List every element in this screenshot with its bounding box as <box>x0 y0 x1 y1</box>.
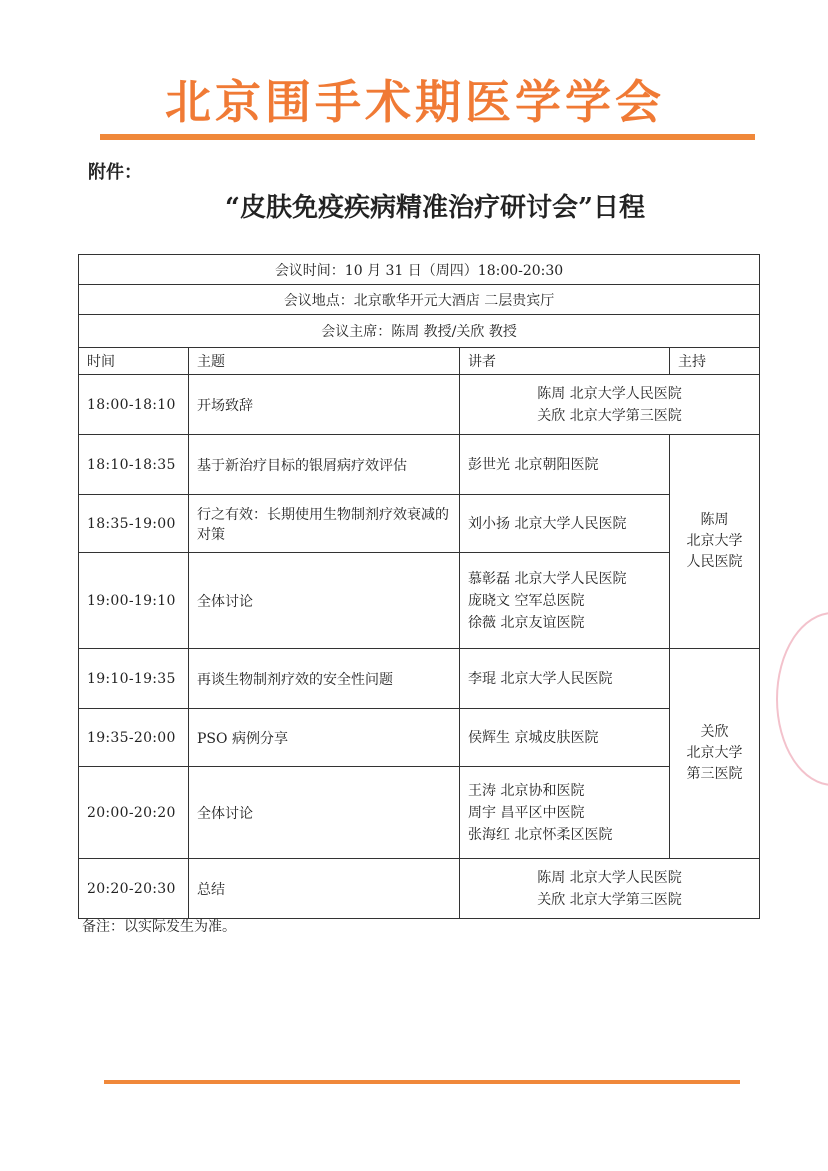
seal-stamp <box>776 612 828 786</box>
row-speakers <box>460 553 670 649</box>
speaker-line: 陈周 北京大学人民医院 <box>537 385 682 402</box>
row-time: 19:00-19:10 <box>79 553 189 649</box>
row-topic: 再谈生物制剂疗效的安全性问题 <box>189 649 460 709</box>
column-header-host: 主持 <box>670 348 760 375</box>
speaker-line: 刘小扬 北京大学人民医院 <box>468 515 627 532</box>
footer-rule <box>104 1080 740 1084</box>
host-line: 北京大学 <box>686 533 743 549</box>
speaker-line: 陈周 北京大学人民医院 <box>537 869 682 886</box>
speaker-line: 庞晓文 空军总医院 <box>468 592 585 609</box>
schedule-table <box>78 254 760 919</box>
table-row <box>79 649 760 709</box>
row-topic: 全体讨论 <box>189 553 460 649</box>
host-line: 北京大学 <box>686 745 743 761</box>
table-row <box>79 767 760 859</box>
row-time: 19:35-20:00 <box>79 709 189 767</box>
row-speakers <box>460 495 670 553</box>
table-row <box>79 375 760 435</box>
row-speakers <box>460 435 670 495</box>
speaker-line: 周宇 昌平区中医院 <box>468 804 585 821</box>
row-topic: 行之有效：长期使用生物制剂疗效衰减的对策 <box>189 495 460 553</box>
host-line: 第三医院 <box>686 766 743 782</box>
row-speakers <box>460 649 670 709</box>
org-name-header: 北京围手术期医学学会 <box>165 75 665 129</box>
table-row <box>79 435 760 495</box>
footnote: 备注：以实际发生为准。 <box>82 919 236 935</box>
speaker-line: 王涛 北京协和医院 <box>468 782 585 799</box>
row-time: 19:10-19:35 <box>79 649 189 709</box>
speaker-line: 慕彰磊 北京大学人民医院 <box>468 570 627 587</box>
attachment-label: 附件： <box>88 162 142 183</box>
row-time: 18:00-18:10 <box>79 375 189 435</box>
column-header-speaker: 讲者 <box>460 348 670 375</box>
table-row <box>79 709 760 767</box>
table-row <box>79 495 760 553</box>
host-line: 关欣 <box>700 724 729 740</box>
row-topic: 总结 <box>189 859 460 919</box>
row-topic: 开场致辞 <box>189 375 460 435</box>
row-speakers <box>460 375 760 435</box>
speaker-line: 关欣 北京大学第三医院 <box>537 891 682 908</box>
column-header-time: 时间 <box>79 348 189 375</box>
host-cell <box>670 649 760 859</box>
speaker-line: 张海红 北京怀柔区医院 <box>468 826 613 843</box>
table-row <box>79 859 760 919</box>
header-rule <box>100 134 755 140</box>
row-time: 18:35-19:00 <box>79 495 189 553</box>
row-speakers <box>460 859 760 919</box>
row-time: 20:20-20:30 <box>79 859 189 919</box>
meeting-time: 会议时间：10 月 31 日（周四）18:00-20:30 <box>79 255 760 285</box>
speaker-line: 彭世光 北京朝阳医院 <box>468 456 599 473</box>
speaker-line: 徐薇 北京友谊医院 <box>468 614 585 631</box>
host-line: 陈周 <box>700 512 729 528</box>
row-topic: 基于新治疗目标的银屑病疗效评估 <box>189 435 460 495</box>
host-cell <box>670 435 760 649</box>
meeting-venue: 会议地点：北京歌华开元大酒店 二层贵宾厅 <box>79 285 760 315</box>
speaker-line: 李琨 北京大学人民医院 <box>468 670 613 687</box>
row-time: 18:10-18:35 <box>79 435 189 495</box>
meeting-chair: 会议主席：陈周 教授/关欣 教授 <box>79 315 760 348</box>
row-speakers <box>460 709 670 767</box>
column-header-topic: 主题 <box>189 348 460 375</box>
host-line: 人民医院 <box>686 554 743 570</box>
speaker-line: 侯辉生 京城皮肤医院 <box>468 729 599 746</box>
row-topic: 全体讨论 <box>189 767 460 859</box>
row-speakers <box>460 767 670 859</box>
speaker-line: 关欣 北京大学第三医院 <box>537 407 682 424</box>
row-time: 20:00-20:20 <box>79 767 189 859</box>
table-row <box>79 553 760 649</box>
document-title: “皮肤免疫疾病精准治疗研讨会”日程 <box>225 193 645 223</box>
row-topic: PSO 病例分享 <box>189 709 460 767</box>
